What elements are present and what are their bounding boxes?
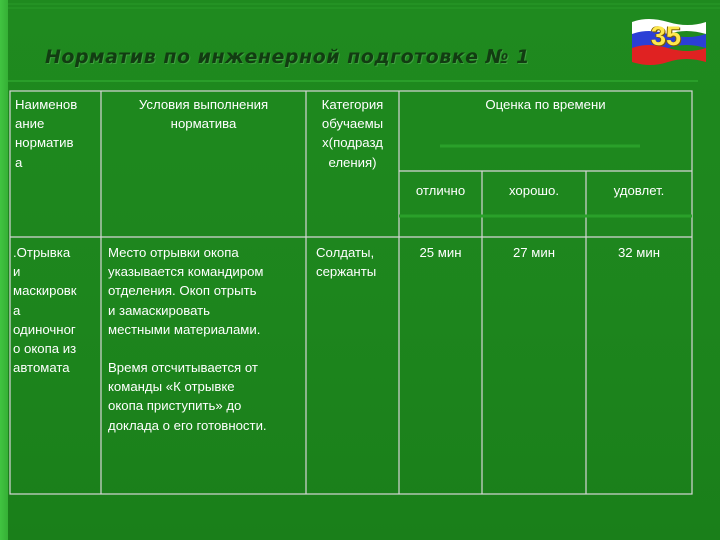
header-name-line: норматив bbox=[15, 135, 74, 151]
row-conditions-line: отделения. Окоп отрыть bbox=[108, 283, 257, 299]
slide-title: Норматив по инженерной подготовке № 1 bbox=[45, 46, 530, 68]
row-time-good: 27 мин bbox=[512, 245, 556, 260]
row-name-line: а bbox=[13, 302, 21, 318]
row-name-line: маскировк bbox=[13, 283, 77, 299]
header-grade-satisfactory: удовлет. bbox=[613, 183, 665, 198]
header-conditions-line: Условия выполнения bbox=[138, 97, 269, 112]
header-category bbox=[306, 95, 399, 172]
row-name bbox=[13, 243, 77, 377]
header-grade-excellent: отлично bbox=[415, 183, 466, 198]
row-conditions-line: Время отсчитывается от bbox=[108, 360, 258, 376]
row-name-line: и bbox=[13, 264, 21, 280]
row-conditions bbox=[108, 243, 267, 435]
header-name-line: а bbox=[15, 154, 23, 170]
row-category-line: Солдаты, bbox=[316, 245, 375, 260]
row-name-line: автомата bbox=[13, 360, 70, 376]
header-category-line: х(подразд bbox=[322, 135, 383, 151]
row-category-line: сержанты bbox=[316, 264, 377, 280]
row-conditions-line: окопа приступить» до bbox=[108, 398, 242, 414]
header-category-line: Категория bbox=[321, 97, 384, 112]
header-conditions-line: норматива bbox=[170, 116, 237, 132]
header-grade-good: хорошо. bbox=[508, 183, 560, 198]
row-conditions-line: и замаскировать bbox=[108, 302, 211, 318]
header-name-line: ание bbox=[15, 116, 45, 132]
row-conditions-line: Место отрывки окопа bbox=[108, 245, 239, 260]
header-name-line: Наименов bbox=[15, 97, 78, 112]
row-conditions-line: доклада о его готовности. bbox=[108, 417, 267, 433]
header-name bbox=[15, 95, 77, 172]
slide-number: 35 bbox=[651, 21, 682, 51]
row-conditions-line: указывается командиром bbox=[108, 264, 264, 280]
row-time-excellent: 25 мин bbox=[419, 245, 462, 260]
row-time-satisfactory: 32 мин bbox=[617, 245, 661, 260]
row-name-line: одиночног bbox=[13, 321, 76, 337]
header-category-line: еления) bbox=[328, 154, 377, 170]
header-conditions bbox=[103, 95, 304, 133]
row-name-line: .Отрывка bbox=[13, 245, 71, 260]
row-category bbox=[316, 243, 376, 281]
header-category-line: обучаемы bbox=[321, 116, 384, 132]
header-time-rating: Оценка по времени bbox=[485, 97, 606, 112]
row-conditions-line: местными материалами. bbox=[108, 321, 261, 337]
row-conditions-line: команды «К отрывке bbox=[108, 379, 235, 395]
row-name-line: о окопа из bbox=[13, 341, 77, 357]
